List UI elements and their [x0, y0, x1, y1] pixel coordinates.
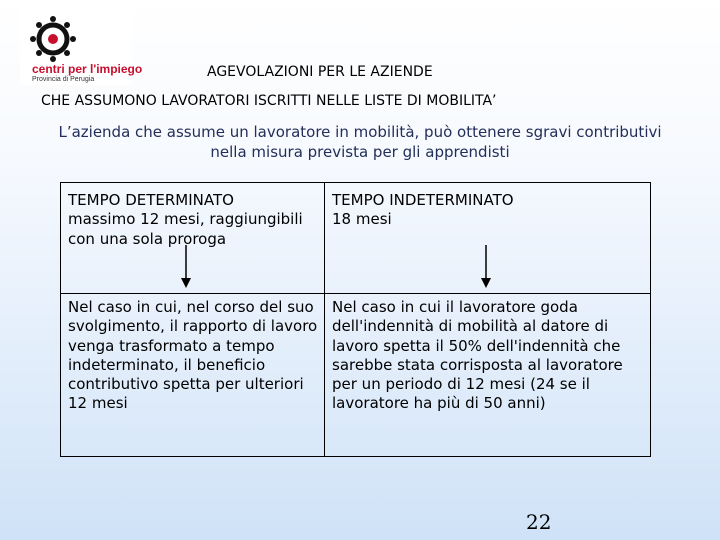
- logo: [20, 10, 143, 85]
- table-divider-vertical: [324, 183, 325, 456]
- page-number: 22: [526, 510, 552, 534]
- logo-subtitle: Provincia di Perugia: [32, 76, 95, 83]
- table-divider-horizontal: [61, 293, 650, 294]
- benefits-table: [60, 182, 651, 457]
- arrow-down-icon: [180, 245, 192, 289]
- arrow-down-icon: [480, 245, 492, 289]
- logo-name: centri per l'impiego: [32, 62, 143, 76]
- page-title-line2: CHE ASSUMONO LAVORATORI ISCRITTI NELLE LISTE DI MOBILITA’: [41, 93, 497, 109]
- logo-emblem-icon: [28, 14, 78, 64]
- subtitle: L’azienda che assume un lavoratore in mobilità, può ottenere sgravi contributivi nella misura prevista per gli apprendisti: [58, 123, 662, 161]
- cell-permanent: TEMPO INDETERMINATO 18 mesi: [332, 191, 514, 229]
- cell-fixed-term-detail: Nel caso in cui, nel corso del suo svolgimento, il rapporto di lavoro venga trasformato a tempo indeterminato, il beneficio contributivo spetta per ulteriori 12 mesi: [68, 298, 318, 413]
- cell-fixed-term: TEMPO DETERMINATO massimo 12 mesi, raggiungibili con una sola proroga: [68, 191, 303, 248]
- cell-permanent-detail: Nel caso in cui il lavoratore goda dell'indennità di mobilità al datore di lavoro spetta il 50% dell'indennità che sarebbe stata corrisposta al lavoratore per un periodo di 12 mesi (24 se il lavoratore ha più di 50 anni): [332, 298, 623, 413]
- page-title: AGEVOLAZIONI PER LE AZIENDE: [207, 64, 433, 80]
